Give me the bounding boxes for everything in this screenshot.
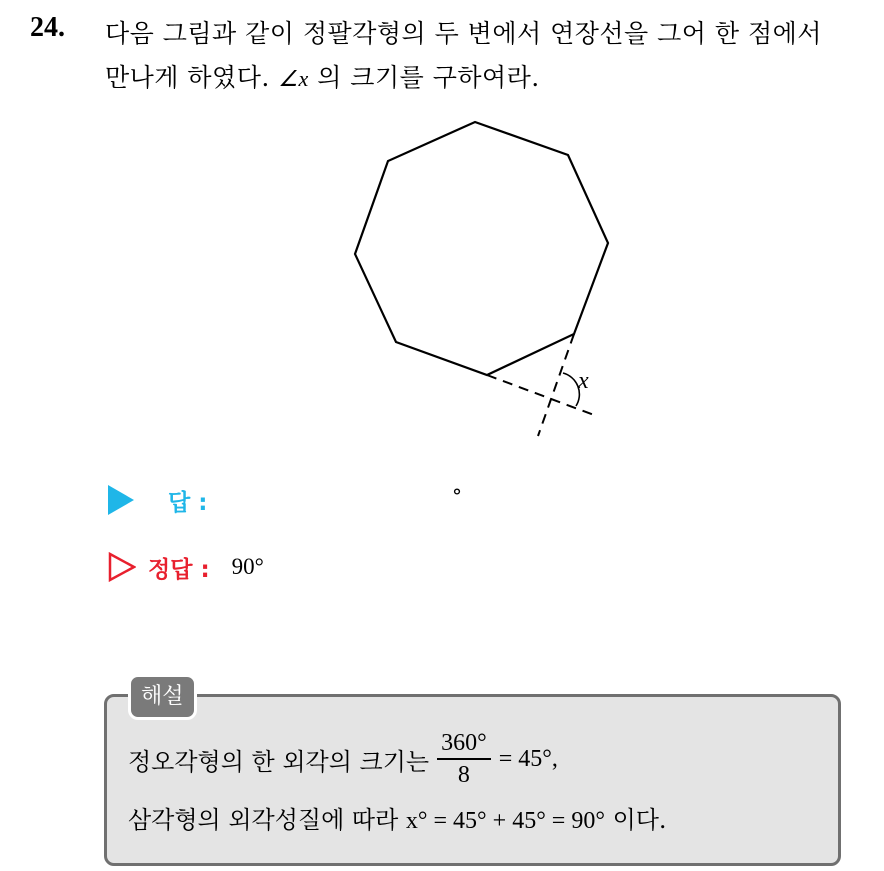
- explanation-tag: 해설: [128, 674, 197, 720]
- question-line-2: [105, 56, 875, 101]
- answer-row: [108, 480, 207, 520]
- correct-answer-row: [108, 547, 264, 587]
- explanation-line-2-end: 이다.: [612, 806, 667, 834]
- question-line-1: 다음 그림과 같이 정팔각형의 두 변에서 연장선을 그어 한 점에서: [105, 19, 822, 48]
- angle-arc: [563, 373, 579, 406]
- question-line-2-post: 의 크기를 구하여라.: [317, 63, 540, 92]
- explanation-line-1: [128, 728, 558, 790]
- correct-label: 정답 :: [148, 556, 210, 583]
- explanation-line-2-math: x° = 45° + 45° = 90°: [405, 808, 605, 834]
- outline-triangle-icon: [108, 552, 136, 582]
- octagon-figure: [340, 110, 620, 450]
- explanation-line-2: [128, 800, 667, 835]
- fraction: [437, 728, 491, 790]
- play-icon: [108, 485, 134, 515]
- regular-octagon: [355, 122, 608, 375]
- answer-label: 답 :: [168, 489, 208, 516]
- question-text: [105, 12, 875, 101]
- correct-value: 90°: [231, 554, 264, 579]
- explanation-line-1-post: = 45°,: [498, 745, 558, 772]
- answer-blank[interactable]: °: [452, 484, 462, 508]
- fraction-denominator: 8: [457, 762, 470, 788]
- question-number: 24.: [30, 12, 65, 43]
- angle-label-x: x: [578, 368, 589, 394]
- explanation-line-1-pre: 정오각형의 한 외각의 크기는: [128, 747, 430, 776]
- fraction-numerator: 360°: [437, 728, 491, 760]
- question-line-2-pre: 만나게 하였다.: [105, 63, 270, 92]
- explanation-line-2-text: 삼각형의 외각성질에 따라: [128, 806, 399, 834]
- angle-symbol: ∠x: [278, 66, 309, 91]
